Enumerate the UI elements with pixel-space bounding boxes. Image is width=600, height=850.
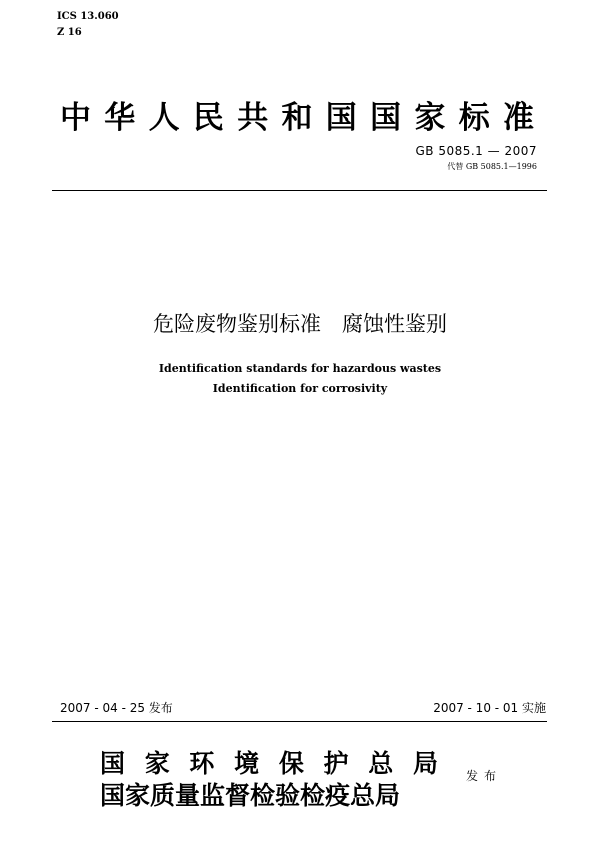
footer-divider	[52, 721, 547, 722]
header-divider	[52, 190, 547, 191]
issuing-organization-1: 国家环境保护总局	[100, 749, 438, 778]
implementation-date: 2007 - 10 - 01 实施	[433, 701, 546, 715]
ccs-code: Z 16	[57, 27, 82, 38]
issuing-organization-2: 国家质量监督检验检疫总局	[100, 781, 401, 810]
publish-label: 发布	[466, 769, 503, 783]
standard-number: GB 5085.1 — 2007	[415, 144, 537, 158]
issue-date: 2007 - 04 - 25 发布	[60, 701, 173, 715]
document-title-english-line-2: Identification for corrosivity	[212, 382, 388, 395]
ics-code: ICS 13.060	[57, 11, 119, 22]
national-standard-heading: 中华人民共和国国家标准	[60, 100, 540, 136]
document-title-chinese: 危险废物鉴别标准 腐蚀性鉴别	[153, 312, 447, 336]
document-title-english-line-1: Identification standards for hazardous wastes	[158, 362, 442, 375]
replaces-standard: 代替 GB 5085.1—1996	[447, 162, 537, 171]
